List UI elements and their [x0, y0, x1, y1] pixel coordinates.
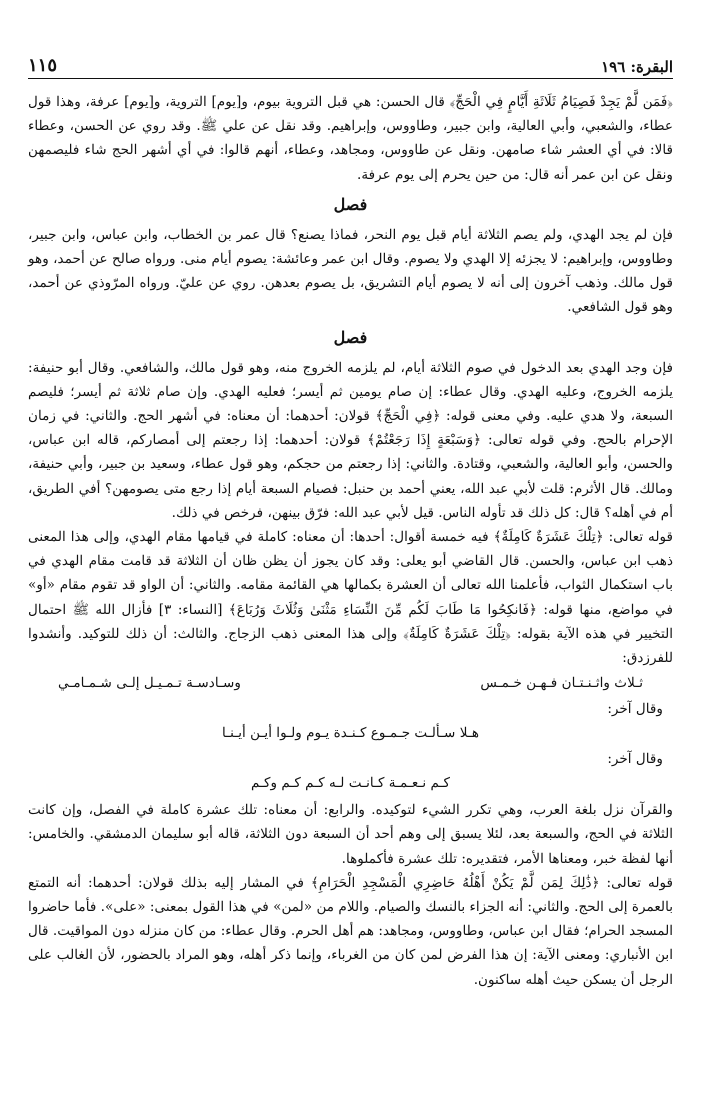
- fasl-heading-1: فصل: [333, 194, 368, 214]
- surah-reference: البقرة: ١٩٦: [601, 58, 673, 76]
- page-number: ١١٥: [28, 55, 58, 76]
- page-body: [28, 90, 673, 992]
- poem-farazdaq: [28, 670, 673, 698]
- page-header: [28, 46, 673, 79]
- poem-hemistich-left: وسـادسـة تـمـيـل إلـى شـمـامـي: [58, 675, 241, 692]
- paragraph-ashara-kamila: قوله تعالى: ﴿تِلْكَ عَشَرَةٌ كَامِلَةٌ﴾ فيه خمسة أقوال: أحدها: أن معناه: كاملة في قيامها مقام الهدي، وإلى هذا المعنى ذهب ابن عباس، والحسن. قال القاضي أبو يعلى: وقد كان يجوز أن يظن ظان أن الثلاثة قد قامت مقام الهدي في باب استكمال الثواب، فأعلمنا الله تعالى أن العشرة بكمالها هي القائمة مقامه. والثاني: أن الواو قد تقوم مقام «أو» في مواضع، منها قوله: ﴿فَانكِحُوا مَا طَابَ لَكُم مِّنَ النِّسَاءِ مَثْنَىٰ وَثُلَاثَ وَرُبَاعَ﴾ [النساء: ٣] فأزال الله ﷺ احتمال التخيير في هذه الآية بقوله: ﴿تِلْكَ عَشَرَةٌ كَامِلَةٌ﴾ وإلى هذا المعنى ذهب الزجاج. والثالث: أن ذلك للتوكيد. وأنشدوا للفرزدق:: [28, 529, 674, 667]
- poem-intro-2: وقال آخر:: [607, 701, 663, 718]
- poem-line-2: هـلا سـألـت جـمـوع كـنـدة يـوم ولـوا أيـن أيـنـا: [222, 725, 480, 742]
- paragraph-fasl-1: فإن لم يجد الهدي، ولم يصم الثلاثة أيام قبل يوم النحر، فماذا يصنع؟ قال عمر بن الخطاب، وابن عباس، وابن جبير، وطاووس، وإبراهيم: لا يجزئه إلا الهدي ولا يصوم. وقال ابن عمر وعائشة: يصوم أيام منى. ورواه صالح عن أحمد، وهو قول مالك. وذهب آخرون إلى أنه لا يصوم أيام التشريق، بل يصوم بعدهن. روي عن عليّ. ورواه المرّوذي عن أحمد، وهو قول الشافعي.: [28, 226, 673, 316]
- poem-intro-3: وقال آخر:: [607, 751, 663, 768]
- paragraph-fasl-2: فإن وجد الهدي بعد الدخول في صوم الثلاثة أيام، لم يلزمه الخروج منه، وهو قول مالك، والشافعي. وقال أبو حنيفة: يلزمه الخروج، وعليه الهدي. وقال عطاء: إن صام يومين ثم أيسر؛ فعليه الهدي. وإن صام ثلاثة ثم أيسر؛ فليصم السبعة، ولا هدي عليه. وفي معنى قوله: ﴿فِي الْحَجِّ﴾ قولان: أحدهما: أن معناه: في أشهر الحج. والثاني: في زمان الإحرام بالحج. وفي قوله تعالى: ﴿وَسَبْعَةٍ إِذَا رَجَعْتُمْ﴾ قولان: أحدهما: إذا رجعتم إلى أمصاركم، قاله ابن عباس، والحسن، وأبو العالية، والشعبي، وقتادة. والثاني: إذا رجعتم من حجكم، وهو قول عطاء، وسعيد بن جبير، وأبي حنيفة، ومالك. قال الأثرم: قلت لأبي عبد الله، يعني أحمد بن حنبل: فصيام السبعة أيام إذا رجع متى يصومهن؟ أفي الطريق، أم في أهله؟ قال: كل ذلك قد تأوله الناس. قيل لأبي عبد الله: فرّق بينهن، فرخص في ذلك.: [28, 359, 673, 521]
- poem-hemistich-right: ثـلاث واثـنـتـان فـهـن خـمـس: [480, 675, 643, 692]
- fasl-heading-2: فصل: [333, 327, 368, 347]
- paragraph-tawkid: والقرآن نزل بلغة العرب، وهي تكرر الشيء لتوكيده. والرابع: أن معناه: تلك عشرة كاملة في الفصل، وإن كانت الثلاثة في الحج، والسبعة بعد، لئلا يسبق إلى وهم أحد أن السبعة دون الثلاثة، قاله أبو سليمان الدمشقي. والخامس: أنها لفظة خبر، ومعناها الأمر، فتقديره: تلك عشرة فأكملوها.: [28, 802, 673, 867]
- page: [28, 0, 673, 1110]
- paragraph-tafsir-siyam: ﴿فَمَن لَّمْ يَجِدْ فَصِيَامُ ثَلَاثَةِ أَيَّامٍ فِي الْحَجِّ﴾ قال الحسن: هي قبل التروية بيوم، و[يوم] التروية، و[يوم] عرفة، وهذا قول عطاء، والشعبي، وأبي العالية، وابن جبير، وطاووس، وإبراهيم. وقد نقل عن علي ﷺ. وقد روي عن الحسن، وعطاء قالا: في أي العشر شاء صامهن. ونقل عن طاووس، ومجاهد، وعطاء، أنهم قالوا: في أي أشهر الحج شاء فليصمهن ونقل عن ابن عمر أنه قال: من حين يحرم إلى يوم عرفة.: [28, 94, 673, 183]
- paragraph-hadiri-masjid: قوله تعالى: ﴿ذَٰلِكَ لِمَن لَّمْ يَكُنْ أَهْلُهُ حَاضِرِي الْمَسْجِدِ الْحَرَامِ﴾ في المشار إليه بذلك قولان: أحدهما: أنه التمتع بالعمرة إلى الحج. والثاني: أنه الجزاء بالنسك والصيام. واللام من «لمن» في هذا القول بمعنى: «على». فأما حاضروا المسجد الحرام؛ فقال ابن عباس، وطاووس، ومجاهد: هم أهل الحرم. وقال عطاء: من كان منزله دون المواقيت. قال ابن الأنباري: ومعنى الآية: إن هذا الفرض لمن كان من الغرباء، وإنما ذكر أهله، وهو المراد بالحضور، لأن الغالب على الرجل أن يسكن حيث أهله ساكنون.: [28, 874, 673, 988]
- poem-line-3: كـم نـعـمـة كـانـت لـه كـم كـم وكـم: [250, 775, 451, 792]
